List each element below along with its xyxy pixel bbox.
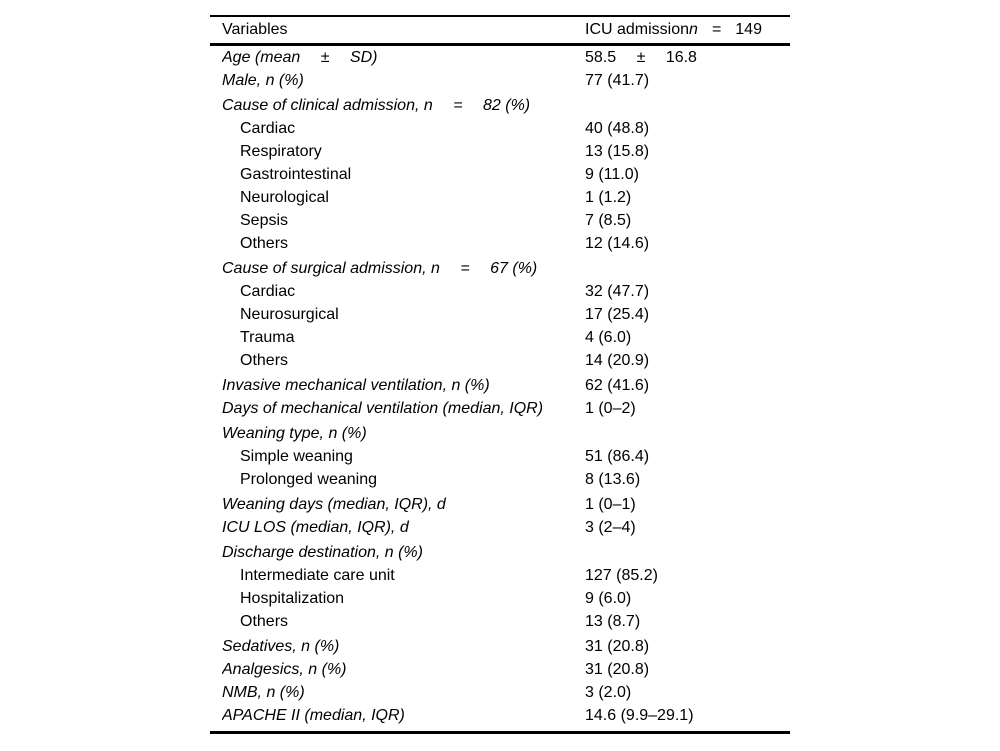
table-row	[210, 303, 790, 326]
table-row	[210, 186, 790, 209]
row-label: Days of mechanical ventilation (median, IQR)	[222, 400, 544, 417]
row-value: 13 (15.8)	[585, 143, 650, 160]
header-icu-admission	[585, 21, 762, 39]
table-row	[210, 163, 790, 186]
row-value: 9 (11.0)	[585, 166, 639, 183]
row-value: 51 (86.4)	[585, 448, 650, 465]
row-value: 8 (13.6)	[585, 471, 641, 488]
row-label: APACHE II (median, IQR)	[222, 707, 405, 724]
row-label: Prolonged weaning	[240, 471, 377, 488]
row-label: ICU LOS (median, IQR), d	[222, 519, 409, 536]
table-row	[210, 94, 790, 117]
row-value: 17 (25.4)	[585, 306, 650, 323]
row-label: Respiratory	[240, 143, 322, 160]
row-value: 3 (2.0)	[585, 684, 632, 701]
row-label: Neurological	[240, 189, 329, 206]
header-n-symbol: n	[689, 21, 698, 38]
row-label: Gastrointestinal	[240, 166, 352, 183]
header-variables: Variables	[222, 21, 288, 38]
header-equals-sign: =	[711, 21, 722, 38]
row-label: Weaning type, n (%)	[222, 425, 367, 442]
row-value: 127 (85.2)	[585, 567, 658, 584]
row-label: Cause of clinical admission, n = 82 (%)	[222, 97, 531, 114]
table-row	[210, 46, 790, 69]
table-row	[210, 681, 790, 704]
row-label: Simple weaning	[240, 448, 353, 465]
row-label: Trauma	[240, 329, 295, 346]
row-label: Male, n (%)	[222, 72, 304, 89]
row-value: 12 (14.6)	[585, 235, 650, 252]
table-row	[210, 587, 790, 610]
table-row	[210, 374, 790, 397]
row-value: 14 (20.9)	[585, 352, 650, 369]
table-row	[210, 117, 790, 140]
table-row	[210, 493, 790, 516]
table-row	[210, 704, 790, 727]
row-value: 77 (41.7)	[585, 72, 650, 89]
row-value: 7 (8.5)	[585, 212, 632, 229]
table-row	[210, 658, 790, 681]
row-value: 1 (0–2)	[585, 400, 636, 417]
row-value: 1 (0–1)	[585, 496, 636, 513]
baseline-characteristics-table	[210, 15, 790, 734]
row-value: 31 (20.8)	[585, 661, 650, 678]
row-label: Others	[240, 235, 289, 252]
row-label: Hospitalization	[240, 590, 345, 607]
table-row	[210, 140, 790, 163]
table-body	[210, 46, 790, 734]
table-row	[210, 397, 790, 420]
table-row	[210, 541, 790, 564]
table-row	[210, 257, 790, 280]
table-row	[210, 468, 790, 491]
table-row	[210, 516, 790, 539]
row-label: Others	[240, 352, 289, 369]
row-value: 32 (47.7)	[585, 283, 650, 300]
row-value: 40 (48.8)	[585, 120, 650, 137]
table-row	[210, 564, 790, 587]
table-row	[210, 445, 790, 468]
table-header-row	[210, 17, 790, 46]
row-value: 58.5 ± 16.8	[585, 49, 697, 66]
table-row	[210, 610, 790, 633]
table-row	[210, 326, 790, 349]
table-row	[210, 635, 790, 658]
table-row	[210, 209, 790, 232]
row-label: Sepsis	[240, 212, 289, 229]
row-value: 4 (6.0)	[585, 329, 632, 346]
row-value: 3 (2–4)	[585, 519, 636, 536]
row-label: Cause of surgical admission, n = 67 (%)	[222, 260, 538, 277]
row-label: Others	[240, 613, 289, 630]
row-value: 9 (6.0)	[585, 590, 632, 607]
row-label: Cardiac	[240, 283, 296, 300]
table-row	[210, 422, 790, 445]
row-label: Weaning days (median, IQR), d	[222, 496, 446, 513]
table-row	[210, 280, 790, 303]
header-n-count: 149	[735, 21, 762, 38]
row-label: Analgesics, n (%)	[222, 661, 347, 678]
row-label: Age (mean ± SD)	[222, 49, 378, 66]
row-label: Invasive mechanical ventilation, n (%)	[222, 377, 490, 394]
row-value: 1 (1.2)	[585, 189, 632, 206]
row-value: 13 (8.7)	[585, 613, 641, 630]
row-label: Neurosurgical	[240, 306, 339, 323]
row-label: Intermediate care unit	[240, 567, 395, 584]
row-value: 62 (41.6)	[585, 377, 650, 394]
table-row	[210, 349, 790, 372]
row-label: Discharge destination, n (%)	[222, 544, 423, 561]
row-label: Sedatives, n (%)	[222, 638, 340, 655]
row-value: 31 (20.8)	[585, 638, 650, 655]
row-label: Cardiac	[240, 120, 296, 137]
row-value: 14.6 (9.9–29.1)	[585, 707, 694, 724]
row-label: NMB, n (%)	[222, 684, 305, 701]
table-row	[210, 69, 790, 92]
header-icu-admission-text: ICU admission	[585, 21, 690, 38]
table-row	[210, 232, 790, 255]
